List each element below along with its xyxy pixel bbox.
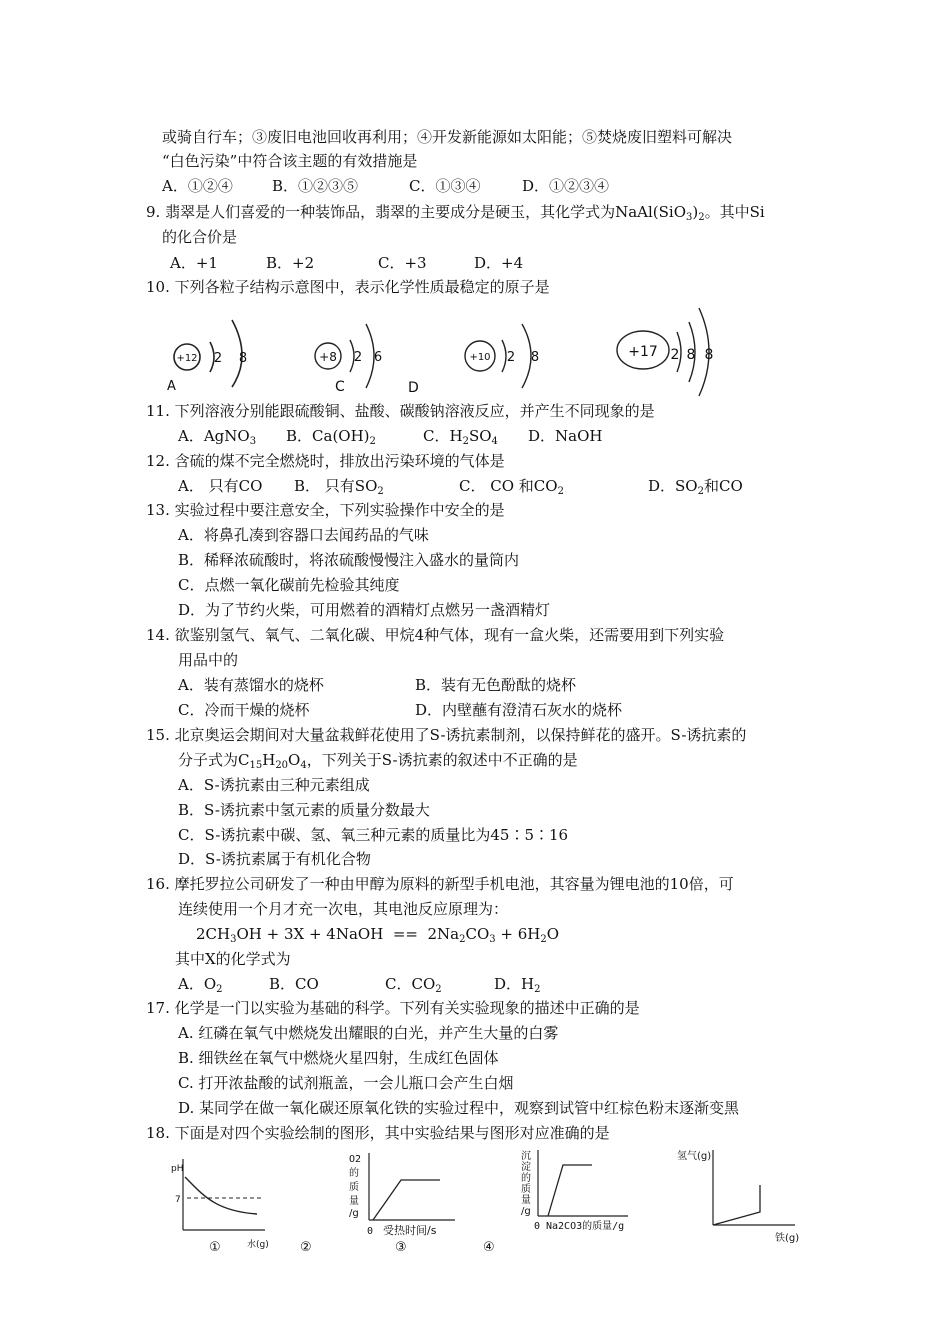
q12-option-a: A． 只有CO [178,477,263,495]
q14-stem-line2: 用品中的 [178,651,239,669]
q12-option-d: D．$SO_2$和CO [648,477,743,497]
graph-2-y-label-5: /g [349,1208,359,1219]
graph-3-x-label: Na2CO3的质量/g [546,1221,625,1232]
q13-option-d: D．为了节约火柴，可用燃着的酒精灯点燃另一盏酒精灯 [178,601,551,619]
atom-cl-nucleus: +17 [628,344,658,360]
atom-diagram-cl [615,306,725,396]
graph-3-number: ③ [395,1240,407,1255]
q9-option-a: A．+1 [170,254,218,272]
graph-3-y-label-5: 量 [521,1195,531,1206]
atom-c-shell-1: 2 [353,350,363,365]
q15-stem-line1: 15. 北京奥运会期间对大量盆栽鲜花使用了S-诱抗素制剂，以保持鲜花的盛开。S-诱抗素的 [146,726,747,744]
q16-option-b: B．CO [269,975,319,993]
q17-stem: 17. 化学是一门以实验为基础的科学。下列有关实验现象的描述中正确的是 [146,999,640,1017]
atom-diagram-d [400,320,560,400]
q16-stem-line1: 16. 摩托罗拉公司研发了一种由甲醇为原料的新型手机电池，其容量为锂电池的10倍，可 [146,875,734,893]
q13-option-c: C．点燃一氧化碳前先检验其纯度 [178,576,400,594]
graph-1-ph [165,1155,312,1255]
graph-3-precipitate [518,1145,648,1240]
atom-c-label: C [335,379,345,395]
q9-option-c: C．+3 [378,254,427,272]
graph-3-y-label-3: 的 [521,1173,531,1184]
graph-3-y-label-1: 沉 [521,1151,531,1162]
q11-option-c: C．$H_2SO_4$ [423,427,498,447]
q17-option-a: A. 红磷在氧气中燃烧发出耀眼的白光，并产生大量的白雾 [178,1024,559,1042]
q16-option-d: D．$H_2$ [494,975,541,995]
q12-option-b: B． 只有$SO_2$ [294,477,384,497]
q13-stem: 13. 实验过程中要注意安全，下列实验操作中安全的是 [146,501,505,519]
q14-option-d: D．内壁蘸有澄清石灰水的烧杯 [415,701,623,719]
q15-option-a: A．S-诱抗素由三种元素组成 [178,776,370,794]
q8-option-c: C．①③④ [409,177,481,195]
q9-stem-line2: 的化合价是 [162,228,238,246]
q16-equation: $2CH_3OH + 3X$ + 4NaOH == $2Na_2CO_3 + 6H_2O$ [196,925,560,945]
q16-option-a: A．$O_2$ [178,975,223,995]
q13-option-a: A．将鼻孔凑到容器口去闻药品的气味 [178,526,429,544]
q8-option-b: B．①②③⑤ [272,177,359,195]
graph-3-y-label-6: /g [521,1206,531,1217]
q15-option-c: C．S-诱抗素中碳、氢、氧三种元素的质量比为45∶5∶16 [178,826,569,844]
atom-d-nucleus: +10 [469,352,491,363]
q11-option-a: A．AgNO$_3$ [178,427,257,447]
q17-option-d: D. 某同学在做一氧化碳还原氧化铁的实验过程中，观察到试管中红棕色粉末逐渐变黑 [178,1099,740,1117]
q15-option-d: D．S-诱抗素属于有机化合物 [178,850,371,868]
graph-1-number: ① [209,1240,221,1255]
atom-c-shell-2: 6 [373,350,383,365]
q16-stem-line3: 其中X的化学式为 [175,950,291,968]
atom-c-nucleus: +8 [319,350,337,364]
graph-2-y-label-3: 质 [349,1182,359,1193]
graph-2-number: ② [300,1240,312,1255]
q16-option-c: C．$CO_2$ [385,975,442,995]
q9-stem-line1: 9. 翡翠是人们喜爱的一种装饰品，翡翠的主要成分是硬玉，其化学式为$NaAl(SiO_3)_2$。其中Si [146,203,765,223]
atom-d-shell-2: 8 [530,350,540,365]
q15-option-b: B．S-诱抗素中氢元素的质量分数最大 [178,801,430,819]
graph-3-origin: 0 [534,1221,541,1232]
q9-option-d: D．+4 [474,254,524,272]
q15-stem-line2: 分子式为$C_{15}H_{20}O_4$，下列关于S-诱抗素的叙述中不正确的是 [178,751,578,771]
graph-4-y-label: 氢气(g) [677,1151,712,1162]
atom-cl-shell-2: 8 [686,347,696,363]
graph-3-y-label-2: 淀 [521,1162,531,1173]
graph-4-x-label: 铁(g) [775,1233,800,1244]
q9-option-b: B．+2 [266,254,315,272]
graph-4-number: ④ [483,1240,495,1255]
atom-a-shell-1: 2 [213,351,223,366]
graph-2-y-label-1: O2 [349,1154,362,1165]
atom-cl-shell-1: 2 [670,347,680,363]
atom-cl-shell-3: 8 [704,347,714,363]
q8-option-a: A．①②④ [162,177,233,195]
q12-stem: 12. 含硫的煤不完全燃烧时，排放出污染环境的气体是 [146,452,505,470]
q11-option-d: D．NaOH [528,427,603,445]
q8-line2: “白色污染”中符合该主题的有效措施是 [162,152,418,170]
q14-stem-line1: 14. 欲鉴别氢气、氧气、二氧化碳、甲烷4种气体，现有一盒火柴，还需要用到下列实验 [146,626,725,644]
graph-2-origin: 0 [367,1226,374,1237]
graph-2-y-label-2: 的 [349,1168,359,1179]
q17-option-b: B. 细铁丝在氧气中燃烧火星四射，生成红色固体 [178,1049,499,1067]
q16-stem-line2: 连续使用一个月才充一次电，其电池反应原理为： [178,900,509,918]
graph-2-x-label: 受热时间/s [383,1224,437,1237]
q8-line1: 或骑自行车；③废旧电池回收再利用；④开发新能源如太阳能；⑤焚烧废旧塑料可解决 [162,128,733,146]
q12-option-c: C． CO 和$CO_2$ [459,477,564,497]
graph-3-y-label-4: 质 [521,1184,531,1195]
q13-option-b: B．稀释浓硫酸时，将浓硫酸慢慢注入盛水的量筒内 [178,551,520,569]
graph-2-o2 [345,1150,495,1255]
atom-a-shell-2: 8 [238,351,248,366]
graph-1-x-label: 水(g) [247,1240,269,1250]
q10-stem: 10. 下列各粒子结构示意图中，表示化学性质最稳定的原子是 [146,278,550,296]
graph-1-y-label: pH [171,1164,184,1174]
q14-option-b: B．装有无色酚酞的烧杯 [415,676,577,694]
q17-option-c: C. 打开浓盐酸的试剂瓶盖，一会儿瓶口会产生白烟 [178,1074,514,1092]
graph-4-hydrogen [665,1145,805,1245]
atom-a-label: A [167,379,176,394]
atom-d-shell-1: 2 [506,350,516,365]
q14-option-a: A．装有蒸馏水的烧杯 [178,676,324,694]
q11-stem: 11. 下列溶液分别能跟硫酸铜、盐酸、碳酸钠溶液反应，并产生不同现象的是 [146,402,655,420]
atom-a-nucleus: +12 [176,353,198,364]
q8-option-d: D．①②③④ [522,177,610,195]
graph-1-tick-7: 7 [175,1195,181,1205]
atom-diagram-a [160,312,270,392]
graph-2-y-label-4: 量 [349,1196,359,1207]
q11-option-b: B．$Ca(OH)_2$ [286,427,376,447]
q18-stem: 18. 下面是对四个实验绘制的图形，其中实验结果与图形对应准确的是 [146,1124,610,1142]
q14-option-c: C．冷而干燥的烧杯 [178,701,310,719]
atom-d-label: D [408,380,419,396]
